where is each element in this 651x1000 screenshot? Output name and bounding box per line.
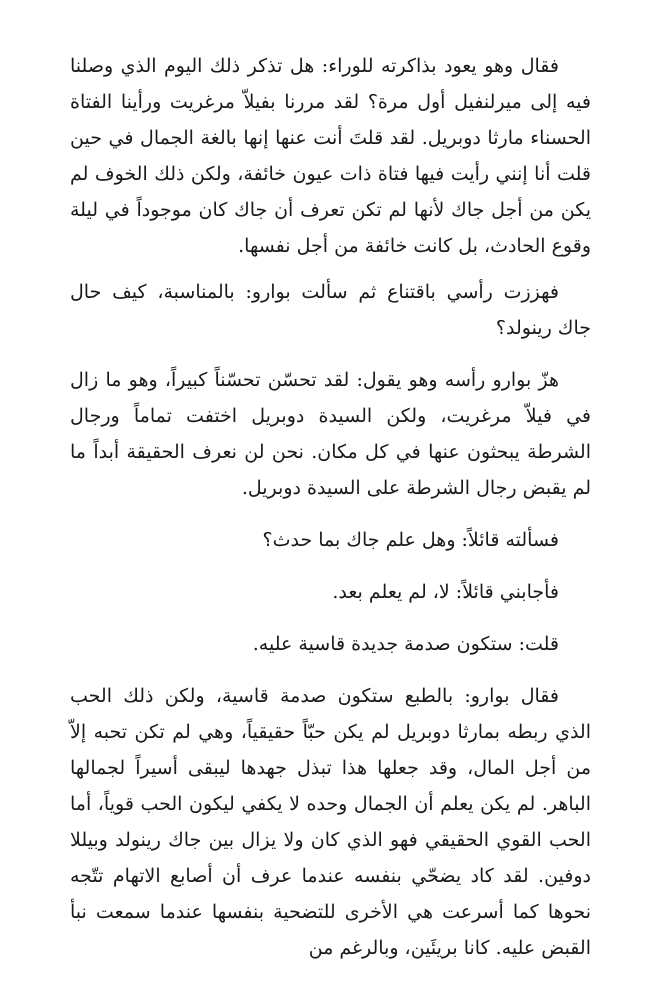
paragraph-4: فسألته قائلاً: وهل علم جاك بما حدث؟ — [262, 529, 559, 551]
paragraph-3: هزّ بوارو رأسه وهو يقول: لقد تحسّن تحسّناً كبيراً، وهو ما زال في فيلاّ مرغريت، ولكن السيدة دوبريل اختفت تماماً ورجال الشرطة يبحثون عنها في كل مكان. نحن لن نعرف الحقيقة أبداً ما لم يقبض رجال الشرطة على السيدة دوبريل. — [70, 369, 591, 499]
paragraph-2: فهززت رأسي باقتناع ثم سألت بوارو: بالمناسبة، كيف حال جاك رينولد؟ — [70, 281, 591, 339]
page-text — [70, 48, 591, 966]
paragraph-7: فقال بوارو: بالطبع ستكون صدمة قاسية، ولكن ذلك الحب الذي ربطه بمارثا دوبريل لم يكن حبّاً حقيقياً، وهي لم تكن تحبه إلاّ من أجل المال، وقد جعلها هذا تبذل جهدها ليبقى أسيراً لجمالها الباهر. لم يكن يعلم أن الجمال وحده لا يكفي ليكون الحب قوياً، أما الحب القوي الحقيقي فهو الذي كان ولا يزال بين جاك رينولد وبيللا دوفين. لقد كاد يضحّي بنفسه عندما عرف أن أصابع الاتهام تتّجه نحوها كما أسرعت هي الأخرى للتضحية بنفسها عندما سمعت نبأ القبض عليه. كانا بريئَين، وبالرغم من — [70, 685, 591, 959]
paragraph-1: فقال وهو يعود بذاكرته للوراء: هل تذكر ذلك اليوم الذي وصلنا فيه إلى ميرلنفيل أول مرة؟ لقد مررنا بفيلاّ مرغريت ورأينا الفتاة الحسناء مارثا دوبريل. لقد قلتَ أنت عنها إنها بالغة الجمال في حين قلت أنا إنني رأيت فيها فتاة ذات عيون خائفة، ولكن ذلك الخوف لم يكن من أجل جاك لأنها لم تكن تعرف أن جاك كان موجوداً في ليلة وقوع الحادث، بل كانت خائفة من أجل نفسها. — [70, 55, 591, 257]
paragraph-6: قلت: ستكون صدمة جديدة قاسية عليه. — [252, 633, 559, 655]
paragraph-5: فأجابني قائلاً: لا، لم يعلم بعد. — [332, 581, 559, 603]
